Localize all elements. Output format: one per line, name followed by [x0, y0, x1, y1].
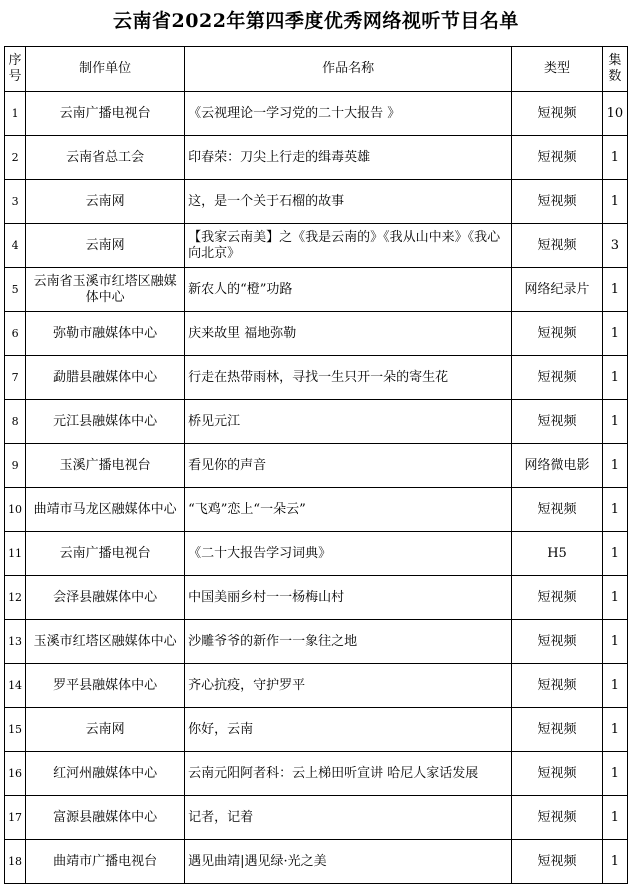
- cell-unit: 红河州融媒体中心: [26, 752, 185, 796]
- cell-unit: 云南网: [26, 180, 185, 224]
- cell-work: 这，是一个关于石榴的故事: [185, 180, 512, 224]
- cell-episodes: 1: [602, 620, 627, 664]
- cell-type: 短视频: [512, 224, 603, 268]
- cell-episodes: 1: [602, 840, 627, 884]
- cell-episodes: 1: [602, 312, 627, 356]
- table-row: [5, 708, 628, 752]
- cell-episodes: 1: [602, 796, 627, 840]
- cell-unit: 云南网: [26, 224, 185, 268]
- cell-type: 短视频: [512, 400, 603, 444]
- cell-work: 看见你的声音: [185, 444, 512, 488]
- table-row: [5, 92, 628, 136]
- table-row: [5, 576, 628, 620]
- cell-index: 14: [5, 664, 26, 708]
- cell-episodes: 1: [602, 400, 627, 444]
- table-row: [5, 136, 628, 180]
- cell-index: 17: [5, 796, 26, 840]
- table-row: [5, 840, 628, 884]
- cell-unit: 元江县融媒体中心: [26, 400, 185, 444]
- cell-index: 6: [5, 312, 26, 356]
- cell-type: H5: [512, 532, 603, 576]
- cell-unit: 勐腊县融媒体中心: [26, 356, 185, 400]
- table-row: [5, 752, 628, 796]
- cell-unit: 云南网: [26, 708, 185, 752]
- cell-episodes: 1: [602, 268, 627, 312]
- cell-work: 中国美丽乡村一一杨梅山村: [185, 576, 512, 620]
- program-list-table: [4, 46, 628, 884]
- cell-episodes: 1: [602, 752, 627, 796]
- cell-index: 3: [5, 180, 26, 224]
- table-row: [5, 400, 628, 444]
- table-header-row: [5, 47, 628, 92]
- cell-episodes: 1: [602, 664, 627, 708]
- cell-type: 网络纪录片: [512, 268, 603, 312]
- table-row: [5, 224, 628, 268]
- cell-type: 短视频: [512, 752, 603, 796]
- cell-index: 1: [5, 92, 26, 136]
- cell-unit: 曲靖市广播电视台: [26, 840, 185, 884]
- cell-index: 13: [5, 620, 26, 664]
- header-index: 序号: [5, 47, 26, 92]
- cell-episodes: 1: [602, 136, 627, 180]
- cell-type: 短视频: [512, 664, 603, 708]
- header-episodes: 集数: [602, 47, 627, 92]
- cell-type: 短视频: [512, 796, 603, 840]
- header-work: 作品名称: [185, 47, 512, 92]
- table-row: [5, 664, 628, 708]
- cell-type: 短视频: [512, 136, 603, 180]
- cell-type: 短视频: [512, 92, 603, 136]
- table-row: [5, 796, 628, 840]
- cell-work: 新农人的“橙”功路: [185, 268, 512, 312]
- cell-episodes: 1: [602, 444, 627, 488]
- cell-unit: 玉溪市红塔区融媒体中心: [26, 620, 185, 664]
- cell-unit: 云南广播电视台: [26, 532, 185, 576]
- cell-type: 短视频: [512, 312, 603, 356]
- cell-type: 短视频: [512, 488, 603, 532]
- cell-unit: 云南广播电视台: [26, 92, 185, 136]
- cell-work: 齐心抗疫，守护罗平: [185, 664, 512, 708]
- cell-work: 遇见曲靖|遇见绿·光之美: [185, 840, 512, 884]
- page-title: 云南省2022年第四季度优秀网络视听节目名单: [113, 10, 519, 32]
- table-row: [5, 356, 628, 400]
- cell-work: 《云视理论一学习党的二十大报告 》: [185, 92, 512, 136]
- cell-index: 4: [5, 224, 26, 268]
- table-row: [5, 180, 628, 224]
- cell-episodes: 3: [602, 224, 627, 268]
- cell-type: 短视频: [512, 620, 603, 664]
- cell-work: 行走在热带雨林，寻找一生只开一朵的寄生花: [185, 356, 512, 400]
- cell-type: 短视频: [512, 180, 603, 224]
- cell-episodes: 1: [602, 488, 627, 532]
- table-row: [5, 488, 628, 532]
- cell-work: 印春荣：刀尖上行走的缉毒英雄: [185, 136, 512, 180]
- cell-type: 网络微电影: [512, 444, 603, 488]
- cell-index: 12: [5, 576, 26, 620]
- cell-episodes: 1: [602, 576, 627, 620]
- cell-episodes: 1: [602, 180, 627, 224]
- cell-episodes: 1: [602, 532, 627, 576]
- cell-work: 沙雕爷爷的新作一一象往之地: [185, 620, 512, 664]
- cell-type: 短视频: [512, 840, 603, 884]
- table-row: [5, 268, 628, 312]
- cell-unit: 富源县融媒体中心: [26, 796, 185, 840]
- cell-index: 9: [5, 444, 26, 488]
- cell-unit: 云南省玉溪市红塔区融媒体中心: [26, 268, 185, 312]
- cell-work: 【我家云南美】之《我是云南的》《我从山中来》《我心向北京》: [185, 224, 512, 268]
- cell-index: 15: [5, 708, 26, 752]
- cell-work: 你好，云南: [185, 708, 512, 752]
- cell-type: 短视频: [512, 576, 603, 620]
- cell-index: 8: [5, 400, 26, 444]
- cell-episodes: 10: [602, 92, 627, 136]
- cell-work: 桥见元江: [185, 400, 512, 444]
- cell-unit: 曲靖市马龙区融媒体中心: [26, 488, 185, 532]
- cell-unit: 云南省总工会: [26, 136, 185, 180]
- table-row: [5, 532, 628, 576]
- cell-work: 云南元阳阿者科：云上梯田听宣讲 哈尼人家话发展: [185, 752, 512, 796]
- cell-index: 10: [5, 488, 26, 532]
- cell-index: 7: [5, 356, 26, 400]
- cell-unit: 弥勒市融媒体中心: [26, 312, 185, 356]
- cell-unit: 会泽县融媒体中心: [26, 576, 185, 620]
- cell-work: 《二十大报告学习词典》: [185, 532, 512, 576]
- cell-index: 2: [5, 136, 26, 180]
- cell-work: “飞鸡”恋上“一朵云”: [185, 488, 512, 532]
- cell-work: 庆来故里 福地弥勒: [185, 312, 512, 356]
- cell-type: 短视频: [512, 356, 603, 400]
- table-row: [5, 620, 628, 664]
- cell-index: 5: [5, 268, 26, 312]
- header-type: 类型: [512, 47, 603, 92]
- cell-episodes: 1: [602, 356, 627, 400]
- cell-unit: 罗平县融媒体中心: [26, 664, 185, 708]
- cell-index: 16: [5, 752, 26, 796]
- cell-index: 11: [5, 532, 26, 576]
- cell-work: 记者，记着: [185, 796, 512, 840]
- cell-type: 短视频: [512, 708, 603, 752]
- header-unit: 制作单位: [26, 47, 185, 92]
- cell-index: 18: [5, 840, 26, 884]
- cell-episodes: 1: [602, 708, 627, 752]
- cell-unit: 玉溪广播电视台: [26, 444, 185, 488]
- table-row: [5, 444, 628, 488]
- table-row: [5, 312, 628, 356]
